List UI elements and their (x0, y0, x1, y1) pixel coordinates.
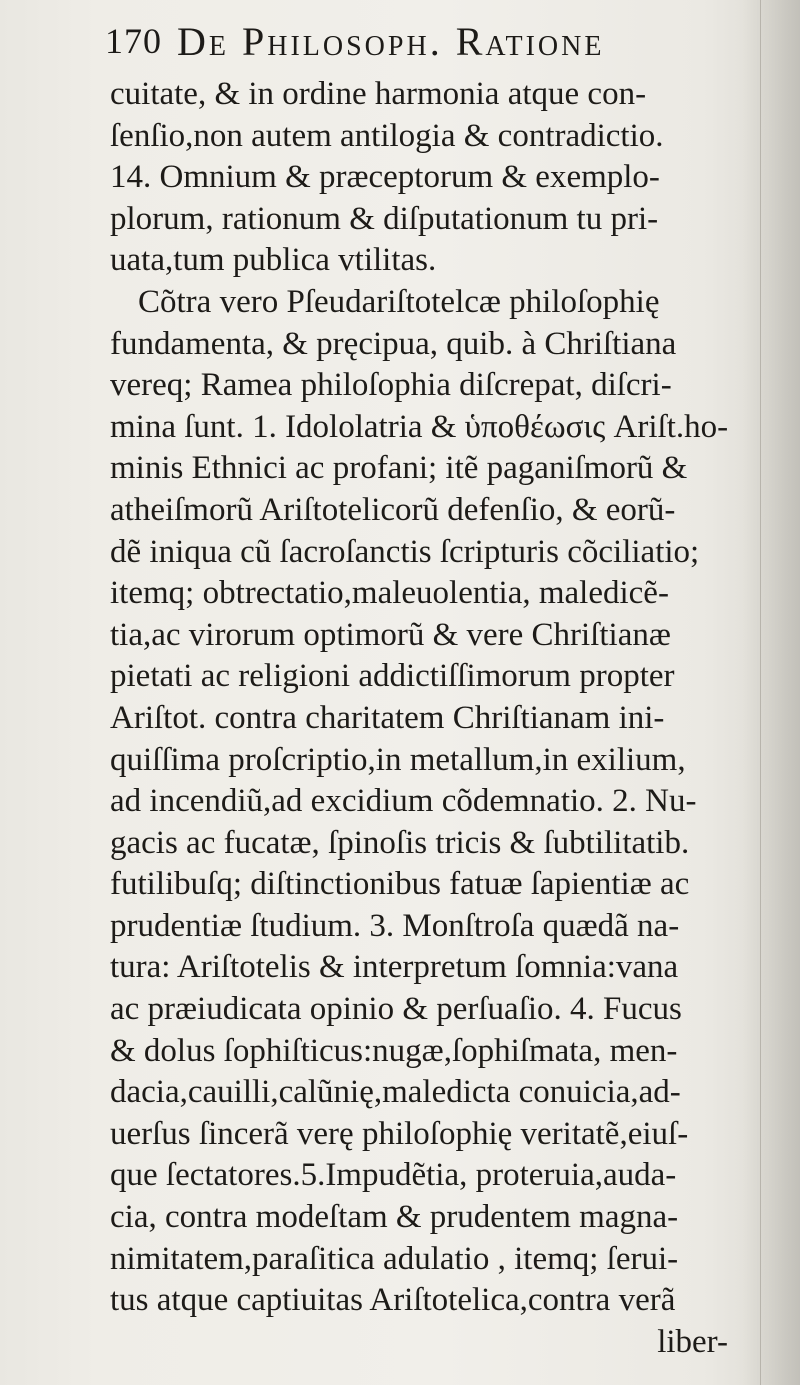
text-line: 14. Omnium & præceptorum & exemplo- (110, 159, 660, 196)
text-line: quiſſima proſcriptio,in metallum,in exilium, (110, 741, 686, 778)
text-line: ac præiudicata opinio & perſuaſio. 4. Fucus (110, 991, 682, 1028)
text-line: minis Ethnici ac profani; itẽ paganiſmorũ & (110, 450, 688, 487)
text-line: futilibuſq; diſtinctionibus fatuæ ſapientiæ ac (110, 866, 690, 903)
text-line: prudentiæ ſtudium. 3. Monſtroſa quædã na- (110, 907, 680, 944)
text-line: vereq; Ramea philoſophia diſcrepat, diſcri- (110, 367, 672, 404)
text-line: plorum, rationum & diſputationum tu pri- (110, 200, 659, 237)
text-line: gacis ac fucatæ, ſpinoſis tricis & ſubtilitatib. (110, 824, 690, 861)
page-header (105, 18, 765, 68)
text-line: fundamenta, & pręcipua, quib. à Chriſtiana (110, 325, 677, 362)
text-line: Ariſtot. contra charitatem Chriſtianam ini- (110, 699, 665, 736)
page-number: 170 (105, 21, 162, 61)
text-line: itemq; obtrectatio,maleuolentia, maledicẽ- (110, 575, 669, 612)
running-title: De Philosoph. Ratione (177, 19, 605, 64)
text-line: tus atque captiuitas Ariſtotelica,contra verã (110, 1282, 676, 1319)
text-line: nimitatem,paraſitica adulatio , itemq; ſerui- (110, 1240, 679, 1277)
catchword: liber- (657, 1324, 728, 1360)
text-line: & dolus ſophiſticus:nugæ,ſophiſmata, men- (110, 1032, 678, 1069)
text-line: Cõtra vero Pſeudariſtotelcæ philoſophię (138, 283, 660, 320)
page-gutter-shadow (742, 0, 800, 1385)
text-line: pietati ac religioni addictiſſimorum propter (110, 658, 675, 695)
text-line: tia,ac virorum optimorũ & vere Chriſtianæ (110, 616, 671, 653)
body-text (110, 74, 750, 1322)
text-line: uerſus ſincerã verę philoſophię veritatẽ,eiuſ- (110, 1115, 689, 1152)
text-line: dacia,cauilli,calũnię,maledicta conuicia,ad- (110, 1074, 681, 1111)
catchword-row (0, 1324, 800, 1372)
text-line: atheiſmorũ Ariſtotelicorũ defenſio, & eorũ- (110, 491, 676, 528)
text-line: cuitate, & in ordine harmonia atque con- (110, 76, 647, 112)
text-line: dẽ iniqua cũ ſacroſanctis ſcripturis cõciliatio; (110, 533, 700, 570)
text-line: mina ſunt. 1. Idololatria & ὑποθέωσις Ariſt.ho- (110, 408, 729, 445)
text-line: tura: Ariſtotelis & interpretum ſomnia:vana (110, 949, 679, 986)
text-line: ſenſio,non autem antilogia & contradictio. (110, 117, 664, 154)
text-line: uata,tum publica vtilitas. (110, 242, 437, 279)
text-line: ad incendiũ,ad excidium cõdemnatio. 2. Nu- (110, 783, 697, 820)
text-line: cia, contra modeſtam & prudentem magna- (110, 1199, 679, 1236)
text-line: que ſectatores.5.Impudẽtia, proteruia,auda- (110, 1157, 677, 1194)
